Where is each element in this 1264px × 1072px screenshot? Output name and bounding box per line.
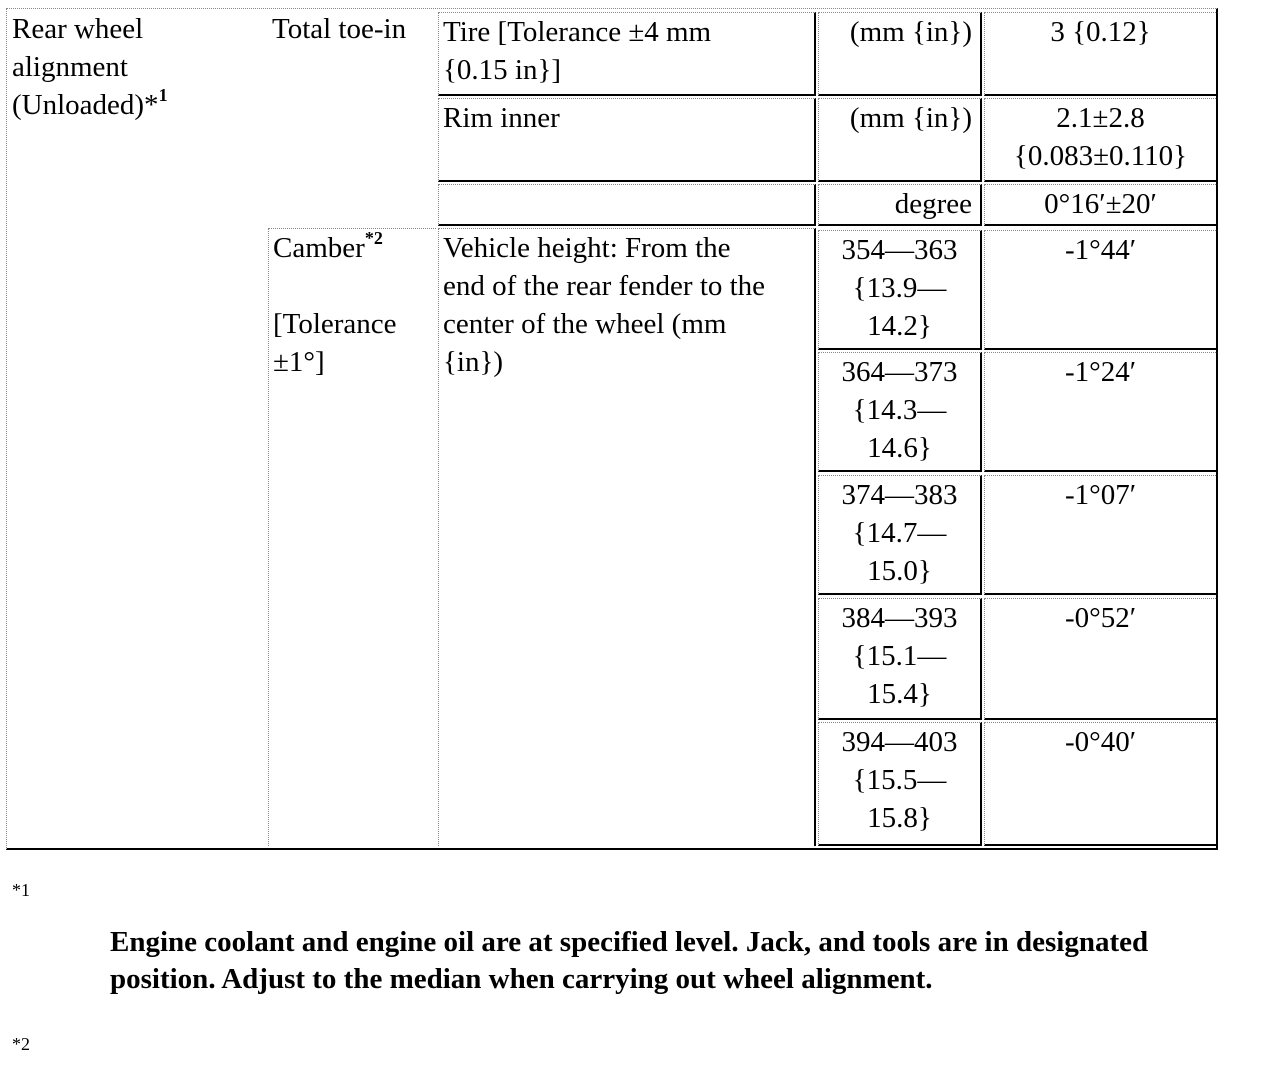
footnote-ref-1: 1 bbox=[158, 85, 168, 106]
rear-wheel-line3: (Unloaded)* bbox=[12, 89, 159, 121]
rear-wheel-line2: alignment bbox=[12, 51, 128, 83]
footnote-ref-2: *2 bbox=[364, 228, 383, 249]
camber-height-range: 384—393 {15.1— 15.4} bbox=[818, 598, 982, 720]
camber-height-range: 374—383 {14.7— 15.0} bbox=[818, 475, 982, 595]
camber-tolerance: [Tolerance ±1°] bbox=[273, 308, 397, 378]
camber-height-value: -1°44′ bbox=[984, 230, 1218, 350]
camber-height-range: 394—403 {15.5— 15.8} bbox=[818, 722, 982, 846]
toe-row-tire-desc: Tire [Tolerance ±4 mm {0.15 in}] bbox=[438, 12, 816, 96]
footnote-mark-2: *2 bbox=[12, 1034, 30, 1054]
rear-wheel-line1: Rear wheel bbox=[12, 13, 144, 45]
camber-label: Camber bbox=[273, 232, 365, 264]
camber-vehicle-height-desc: Vehicle height: From the end of the rear fender to the center of the wheel (mm {in}) bbox=[438, 228, 816, 846]
camber-height-value: -1°24′ bbox=[984, 352, 1218, 472]
footnote-mark-1: *1 bbox=[12, 880, 30, 900]
camber-height-range: 354—363 {13.9— 14.2} bbox=[818, 230, 982, 350]
camber-height-value: -0°40′ bbox=[984, 722, 1218, 846]
row-header-rear-wheel-alignment bbox=[8, 10, 266, 846]
toe-row-degree-unit: degree bbox=[818, 184, 982, 226]
toe-row-tire-value: 3 {0.12} bbox=[984, 12, 1218, 96]
camber-cell bbox=[268, 228, 436, 846]
toe-row-degree-desc bbox=[438, 184, 816, 226]
footnote-text: Engine coolant and engine oil are at specified level. Jack, and tools are in designated position. Adjust to the median when carrying out wheel alignment. bbox=[110, 926, 1149, 995]
total-toe-in-label: Total toe-in bbox=[272, 13, 407, 45]
total-toe-in-cell bbox=[268, 10, 436, 228]
camber-height-value: -1°07′ bbox=[984, 475, 1218, 595]
camber-height-value: -0°52′ bbox=[984, 598, 1218, 720]
toe-row-degree-value: 0°16′±20′ bbox=[984, 184, 1218, 226]
toe-row-rim-value: 2.1±2.8 {0.083±0.110} bbox=[984, 98, 1218, 182]
toe-row-tire-unit: (mm {in}) bbox=[818, 12, 982, 96]
toe-row-rim-desc: Rim inner bbox=[438, 98, 816, 182]
toe-row-rim-unit: (mm {in}) bbox=[818, 98, 982, 182]
camber-height-range: 364—373 {14.3— 14.6} bbox=[818, 352, 982, 472]
